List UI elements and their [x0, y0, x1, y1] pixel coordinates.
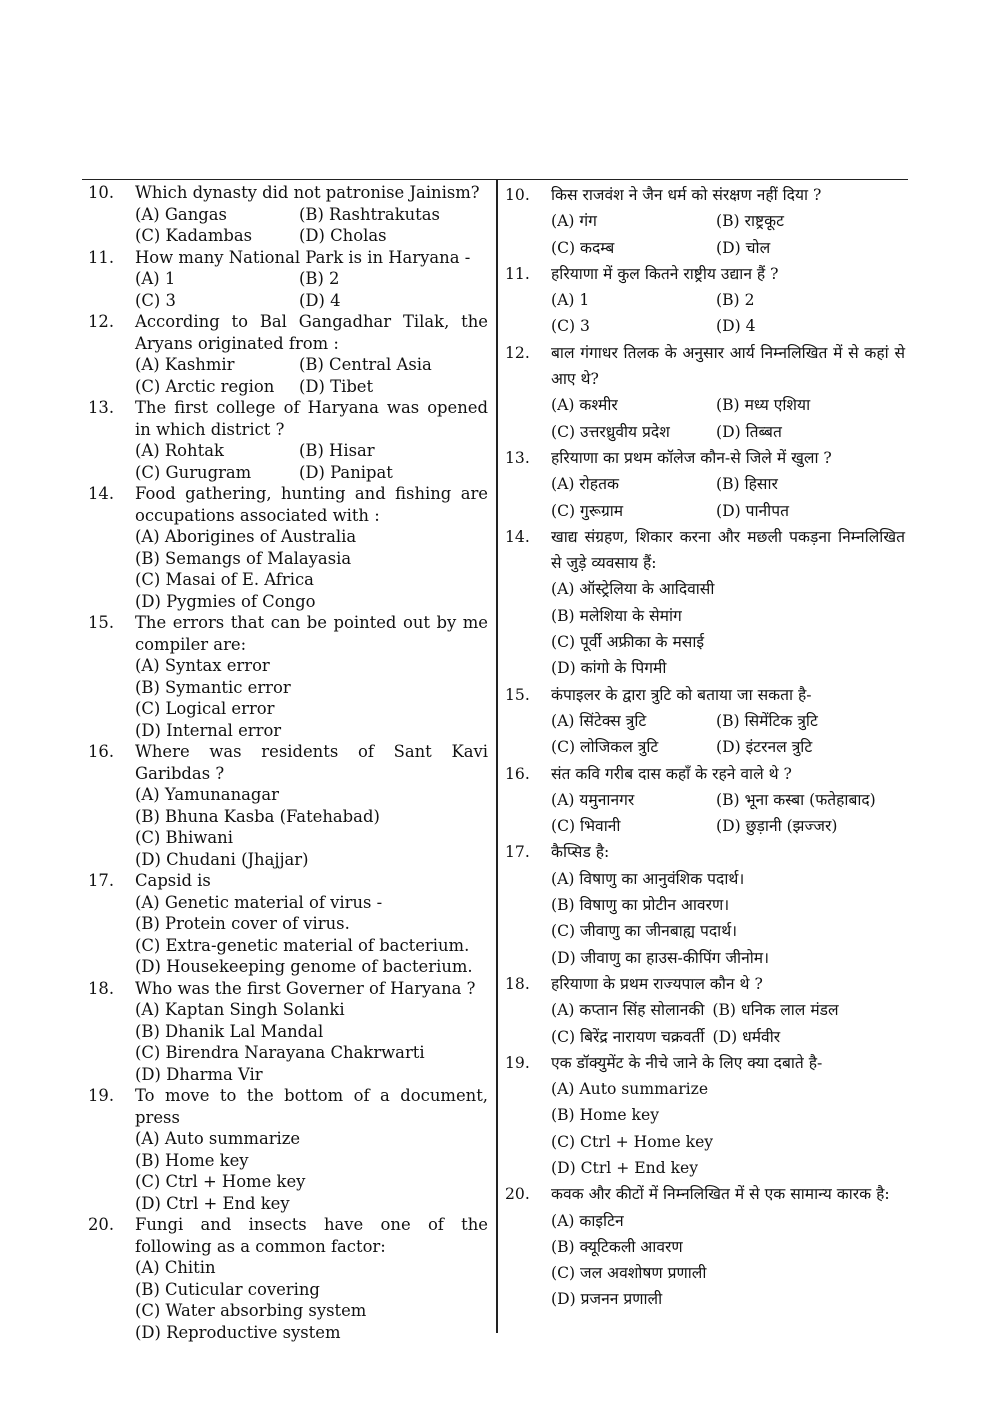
question-text: बाल गंगाधर तिलक के अनुसार आर्य निम्नलिखित में से कहां से आए थे? — [551, 343, 905, 389]
question-number: 13. — [88, 398, 115, 417]
option-row — [551, 787, 905, 813]
question-number: 17. — [505, 843, 530, 862]
option: (B) Bhuna Kasba (Fatehabad) — [135, 806, 380, 826]
option: (C) जीवाणु का जीनबाह्य पदार्थ। — [551, 922, 738, 941]
option: (A) रोहतक — [551, 475, 619, 494]
option: (B) Semangs of Malayasia — [135, 548, 352, 568]
option: (D) Ctrl + End key — [135, 1193, 290, 1213]
option: (C) Extra-genetic material of bacterium. — [135, 935, 470, 955]
option: (D) Internal error — [135, 720, 282, 740]
question-text: संत कवि गरीब दास कहाँ के रहने वाले थे ? — [551, 764, 792, 783]
options — [551, 1208, 905, 1313]
options — [135, 268, 488, 311]
question-text: हरियाणा में कुल कितने राष्ट्रीय उद्यान हैं ? — [551, 264, 779, 283]
question-text: खाद्य संग्रहण, शिकार करना और मछली पकड़ना निम्नलिखित से जुड़े व्यवसाय हैं: — [551, 527, 905, 573]
option: (D) Housekeeping genome of bacterium. — [135, 957, 473, 976]
option: (C) Birendra Narayana Chakrwarti — [135, 1043, 425, 1062]
option-row — [135, 225, 488, 247]
question-13 — [88, 397, 488, 483]
question-number: 12. — [88, 312, 115, 331]
question-number: 15. — [505, 685, 530, 704]
option-row — [551, 392, 905, 418]
option: (B) Home key — [551, 1106, 660, 1125]
question-text: How many National Park is in Haryana - — [135, 247, 471, 267]
option: (B) सिमेंटिक त्रुटि — [716, 711, 818, 730]
option: (A) Aborigines of Australia — [135, 527, 357, 546]
option: (A) 1 — [135, 269, 176, 288]
question-number: 18. — [505, 974, 530, 993]
option: (B) धनिक लाल मंडल — [712, 1001, 839, 1020]
option-row — [135, 204, 488, 226]
options — [135, 440, 488, 483]
option: (B) हिसार — [716, 475, 778, 494]
question-10 — [505, 182, 905, 261]
question-number: 11. — [88, 247, 115, 267]
option: (C) 3 — [135, 290, 176, 310]
question-text: Fungi and insects have one of the following as a common factor: — [135, 1215, 488, 1256]
question-17 — [88, 870, 488, 978]
option: (B) Cuticular covering — [135, 1279, 320, 1299]
option-row — [551, 419, 905, 445]
question-number: 19. — [88, 1086, 115, 1105]
option: (A) Gangas — [135, 204, 227, 224]
option: (B) Dhanik Lal Mandal — [135, 1021, 324, 1041]
question-text: Who was the first Governer of Haryana ? — [135, 978, 476, 998]
question-number: 10. — [88, 183, 115, 202]
option: (D) कांगो के पिगमी — [551, 659, 667, 678]
question-text: हरियाणा का प्रथम कॉलेज कौन-से जिले में खुला ? — [551, 448, 832, 467]
question-number: 20. — [88, 1215, 115, 1234]
option: (B) 2 — [299, 269, 340, 288]
question-number: 20. — [505, 1185, 530, 1204]
option: (D) 4 — [716, 317, 756, 336]
option: (A) Syntax error — [135, 656, 270, 675]
question-text: कवक और कीटों में निम्नलिखित में से एक सामान्य कारक है: — [551, 1185, 890, 1204]
question-text: The first college of Haryana was opened in which district ? — [135, 398, 488, 439]
question-text: कंपाइलर के द्वारा त्रुटि को बताया जा सकता है- — [551, 685, 812, 704]
option: (B) Protein cover of virus. — [135, 914, 350, 933]
question-18 — [505, 971, 905, 1050]
option: (B) Rashtrakutas — [299, 204, 440, 224]
question-text: Where was residents of Sant Kavi Garibdas ? — [135, 742, 488, 783]
column-divider — [496, 180, 498, 1333]
option: (D) Chudani (Jhajjar) — [135, 849, 309, 869]
option-row — [551, 708, 905, 734]
options — [135, 655, 488, 741]
options — [551, 866, 905, 971]
options — [135, 892, 488, 978]
question-16 — [88, 741, 488, 870]
question-number: 16. — [505, 764, 530, 783]
option: (C) उत्तरध्रुवीय प्रदेश — [551, 422, 670, 441]
option-row — [551, 287, 905, 313]
option-row — [551, 813, 905, 839]
option: (A) 1 — [551, 291, 590, 310]
option: (C) Masai of E. Africa — [135, 570, 314, 589]
options — [135, 784, 488, 870]
options — [135, 526, 488, 612]
question-14 — [505, 524, 905, 682]
option: (D) Cholas — [299, 226, 387, 245]
option-row — [551, 734, 905, 760]
question-11 — [88, 247, 488, 312]
question-20 — [88, 1214, 488, 1343]
question-number: 14. — [505, 527, 530, 546]
option-row — [551, 235, 905, 261]
question-12 — [88, 311, 488, 397]
option: (C) 3 — [551, 317, 590, 336]
option: (D) Tibet — [299, 376, 374, 396]
option: (B) Hisar — [299, 441, 375, 460]
option: (A) Chitin — [135, 1258, 216, 1277]
question-number: 16. — [88, 742, 115, 761]
option: (D) धर्मवीर — [712, 1027, 781, 1046]
option: (C) Arctic region — [135, 376, 275, 396]
option: (D) 4 — [299, 290, 341, 310]
question-text: To move to the bottom of a document, press — [135, 1086, 488, 1127]
question-20 — [505, 1181, 905, 1312]
options — [551, 1076, 905, 1181]
option: (D) प्रजनन प्रणाली — [551, 1290, 663, 1309]
option: (D) Ctrl + End key — [551, 1158, 699, 1177]
option-row — [551, 208, 905, 234]
option: (D) जीवाणु का हाउस-कीपिंग जीनोम। — [551, 948, 770, 967]
question-10 — [88, 182, 488, 247]
question-number: 13. — [505, 448, 530, 467]
option-row — [551, 1024, 905, 1050]
options — [135, 204, 488, 247]
option: (D) पानीपत — [716, 501, 789, 520]
option: (D) छुड़ानी (झज्जर) — [716, 817, 838, 836]
option: (A) कप्तान सिंह सोलानकी — [551, 1001, 705, 1020]
option-row — [551, 313, 905, 339]
option: (C) Gurugram — [135, 462, 252, 482]
option: (A) Rohtak — [135, 441, 224, 460]
option: (D) चोल — [716, 238, 771, 257]
options — [135, 999, 488, 1085]
option: (D) Pygmies of Congo — [135, 591, 316, 611]
option: (B) विषाणु का प्रोटीन आवरण। — [551, 896, 730, 915]
option-row — [551, 997, 905, 1023]
options — [135, 354, 488, 397]
option: (A) सिंटेक्स त्रुटि — [551, 711, 647, 730]
option-row — [135, 290, 488, 312]
hindi-column — [505, 182, 905, 1313]
option: (C) बिरेंद्र नारायण चक्रवर्ती — [551, 1027, 705, 1046]
question-15 — [88, 612, 488, 741]
option: (A) Yamunanagar — [135, 785, 280, 804]
question-number: 10. — [505, 186, 530, 204]
option: (B) Central Asia — [299, 355, 432, 374]
top-horizontal-rule — [82, 179, 908, 180]
question-text: The errors that can be pointed out by me compiler are: — [135, 613, 488, 654]
option-row — [135, 462, 488, 484]
option: (B) 2 — [716, 291, 755, 310]
options — [551, 997, 905, 1050]
question-19 — [88, 1085, 488, 1214]
question-number: 15. — [88, 613, 115, 632]
option: (C) Bhiwani — [135, 828, 233, 847]
options — [551, 708, 905, 761]
option: (C) पूर्वी अफ्रीका के मसाई — [551, 633, 705, 652]
option-row — [135, 440, 488, 462]
question-text: किस राजवंश ने जैन धर्म को संरक्षण नहीं दिया ? — [551, 186, 822, 204]
option: (C) भिवानी — [551, 817, 621, 836]
option: (C) कदम्ब — [551, 238, 615, 257]
options — [135, 1257, 488, 1343]
question-16 — [505, 761, 905, 840]
option: (A) कश्मीर — [551, 396, 618, 415]
option: (A) यमुनानगर — [551, 790, 635, 809]
option: (D) Dharma Vir — [135, 1064, 263, 1084]
question-text: कैप्सिड है: — [551, 843, 610, 862]
options — [551, 471, 905, 524]
option: (C) Ctrl + Home key — [551, 1132, 714, 1151]
option: (B) राष्ट्रकूट — [716, 212, 784, 231]
options — [551, 787, 905, 840]
option: (C) Kadambas — [135, 226, 253, 245]
option: (C) Ctrl + Home key — [135, 1172, 306, 1191]
question-number: 11. — [505, 264, 530, 283]
question-text: Which dynasty did not patronise Jainism? — [135, 183, 480, 202]
question-text: एक डॉक्युमेंट के नीचे जाने के लिए क्या दबाते है- — [551, 1053, 823, 1072]
question-number: 19. — [505, 1053, 530, 1072]
question-number: 14. — [88, 484, 115, 503]
option: (B) Home key — [135, 1150, 249, 1170]
option: (A) Auto summarize — [551, 1080, 709, 1099]
option: (A) गंग — [551, 212, 597, 231]
option: (C) Logical error — [135, 699, 275, 718]
option: (B) भूना कस्बा (फतेहाबाद) — [716, 790, 876, 809]
options — [551, 287, 905, 340]
option: (B) क्यूटिकली आवरण — [551, 1237, 683, 1256]
option: (A) Genetic material of virus - — [135, 892, 383, 912]
option: (A) Kaptan Singh Solanki — [135, 1000, 345, 1019]
question-14 — [88, 483, 488, 612]
option: (A) Kashmir — [135, 355, 235, 374]
option: (A) Auto summarize — [135, 1129, 301, 1148]
option: (A) काइटिन — [551, 1211, 624, 1230]
option-row — [135, 268, 488, 290]
question-text: Capsid is — [135, 871, 211, 890]
option: (D) Panipat — [299, 462, 393, 482]
option: (C) गुरूग्राम — [551, 501, 624, 520]
option-row — [551, 498, 905, 524]
option: (B) Symantic error — [135, 677, 291, 697]
question-number: 17. — [88, 871, 115, 890]
question-11 — [505, 261, 905, 340]
question-text: हरियाणा के प्रथम राज्यपाल कौन थे ? — [551, 974, 763, 993]
options — [551, 576, 905, 681]
question-12 — [505, 340, 905, 445]
english-column — [88, 182, 488, 1343]
options — [551, 208, 905, 261]
option: (D) तिब्बत — [716, 422, 782, 441]
question-number: 18. — [88, 978, 115, 998]
question-number: 12. — [505, 343, 530, 362]
option: (B) मलेशिया के सेमांग — [551, 606, 682, 625]
option: (C) जल अवशोषण प्रणाली — [551, 1264, 707, 1283]
options — [135, 1128, 488, 1214]
option: (A) ऑस्ट्रेलिया के आदिवासी — [551, 580, 715, 599]
option-row — [135, 354, 488, 376]
option-row — [135, 376, 488, 398]
option: (C) लोजिकल त्रुटि — [551, 738, 659, 757]
option: (A) विषाणु का आनुवंशिक पदार्थ। — [551, 869, 745, 888]
option: (C) Water absorbing system — [135, 1301, 367, 1320]
option: (D) इंटरनल त्रुटि — [716, 738, 813, 757]
question-text: Food gathering, hunting and fishing are occupations associated with : — [135, 484, 488, 525]
question-text: According to Bal Gangadhar Tilak, the Aryans originated from : — [135, 312, 488, 353]
options — [551, 392, 905, 445]
option-row — [551, 471, 905, 497]
question-19 — [505, 1050, 905, 1181]
question-17 — [505, 839, 905, 970]
question-18 — [88, 978, 488, 1086]
option: (D) Reproductive system — [135, 1322, 341, 1342]
option: (B) मध्य एशिया — [716, 396, 811, 415]
question-15 — [505, 682, 905, 761]
question-13 — [505, 445, 905, 524]
